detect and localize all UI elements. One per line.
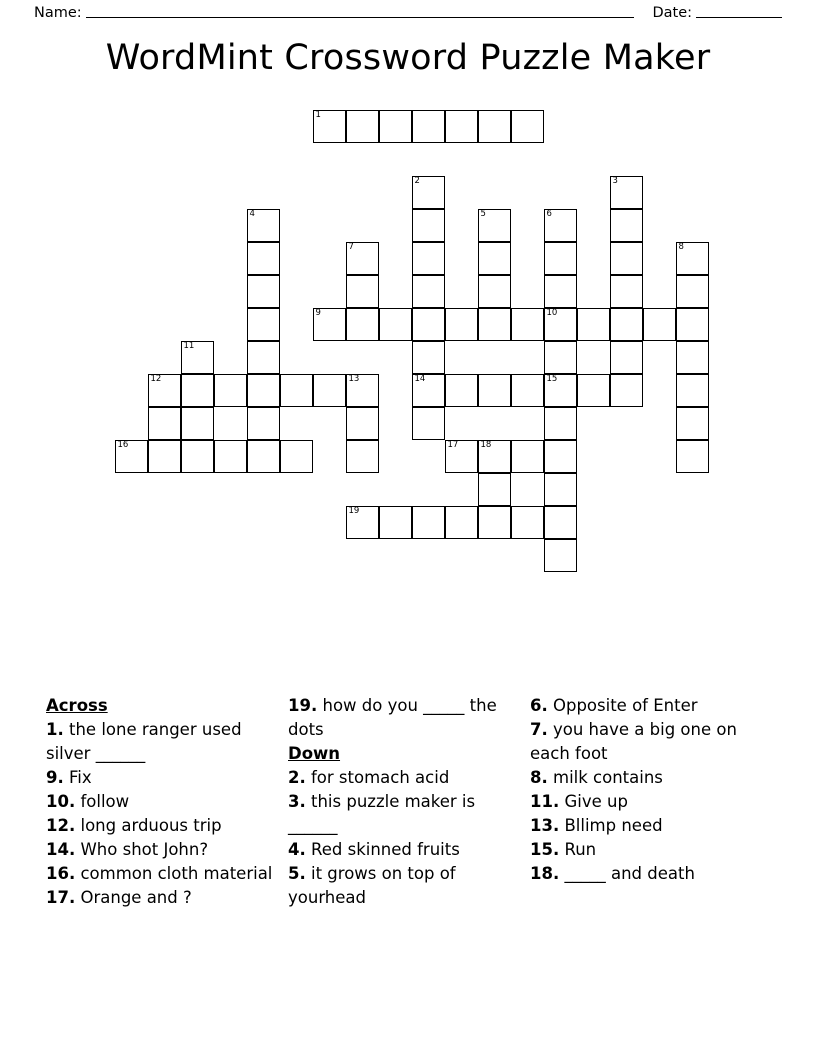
grid-cell[interactable] (676, 374, 709, 407)
clue-number: 13. (530, 816, 560, 835)
clue-number: 6. (530, 696, 548, 715)
clue-number: 11. (530, 792, 560, 811)
clue-number: 14. (46, 840, 76, 859)
clue-number: 7. (530, 720, 548, 739)
grid-cell[interactable] (115, 440, 148, 473)
grid-cell[interactable] (214, 440, 247, 473)
clue-number: 2. (288, 768, 306, 787)
grid-cell[interactable] (610, 341, 643, 374)
clue-down-13 (530, 814, 770, 838)
clue-number: 1. (46, 720, 64, 739)
grid-cell[interactable] (346, 275, 379, 308)
clue-across-1 (46, 718, 276, 766)
grid-cell-number: 18 (480, 440, 492, 450)
grid-cell[interactable] (445, 374, 478, 407)
grid-cell[interactable] (478, 242, 511, 275)
grid-cell[interactable] (247, 341, 280, 374)
grid-cell[interactable] (610, 242, 643, 275)
grid-cell[interactable] (511, 506, 544, 539)
clue-number: 12. (46, 816, 76, 835)
grid-cell[interactable] (181, 374, 214, 407)
grid-cell[interactable] (247, 374, 280, 407)
grid-cell[interactable] (478, 440, 511, 473)
clue-number: 4. (288, 840, 306, 859)
grid-cell[interactable] (346, 440, 379, 473)
clue-down-18 (530, 862, 770, 886)
grid-cell[interactable] (511, 308, 544, 341)
grid-cell[interactable] (544, 407, 577, 440)
grid-cell[interactable] (346, 506, 379, 539)
grid-cell[interactable] (478, 110, 511, 143)
clue-down-11 (530, 790, 770, 814)
clues-section (46, 694, 772, 954)
clue-number: 10. (46, 792, 76, 811)
grid-cell[interactable] (346, 242, 379, 275)
clue-text: _____ and death (564, 864, 695, 883)
grid-cell-number: 12 (150, 374, 162, 384)
name-date-line (34, 0, 782, 26)
grid-cell[interactable] (412, 242, 445, 275)
grid-cell[interactable] (412, 209, 445, 242)
grid-cell[interactable] (544, 506, 577, 539)
grid-cell[interactable] (412, 506, 445, 539)
grid-cell[interactable] (478, 506, 511, 539)
grid-cell[interactable] (247, 242, 280, 275)
grid-cell-number: 2 (414, 176, 420, 186)
grid-cell-number: 7 (348, 242, 354, 252)
clue-text: common cloth material (80, 864, 273, 883)
clue-text: milk contains (553, 768, 663, 787)
grid-cell[interactable] (280, 440, 313, 473)
clue-text: follow (80, 792, 130, 811)
grid-cell[interactable] (412, 275, 445, 308)
grid-cell[interactable] (676, 275, 709, 308)
grid-cell[interactable] (511, 110, 544, 143)
clue-number: 5. (288, 864, 306, 883)
grid-cell[interactable] (247, 308, 280, 341)
grid-cell-number: 11 (183, 341, 195, 351)
grid-cell[interactable] (544, 209, 577, 242)
clue-text: Fix (69, 768, 92, 787)
grid-cell-number: 1 (315, 110, 321, 120)
grid-cell[interactable] (313, 308, 346, 341)
grid-cell[interactable] (379, 110, 412, 143)
grid-cell-number: 19 (348, 506, 360, 516)
clue-down-6 (530, 694, 770, 718)
clue-text: Red skinned fruits (311, 840, 460, 859)
crossword-grid (0, 104, 816, 624)
grid-cell[interactable] (478, 275, 511, 308)
grid-cell[interactable] (643, 308, 676, 341)
grid-cell[interactable] (676, 341, 709, 374)
grid-cell[interactable] (412, 374, 445, 407)
clue-down-7 (530, 718, 770, 766)
clue-text: for stomach acid (311, 768, 450, 787)
grid-cell-number: 14 (414, 374, 426, 384)
clue-across-16 (46, 862, 276, 886)
grid-cell[interactable] (412, 308, 445, 341)
grid-cell[interactable] (412, 407, 445, 440)
grid-cell[interactable] (379, 308, 412, 341)
clue-down-15 (530, 838, 770, 862)
page-title: WordMint Crossword Puzzle Maker (105, 38, 711, 78)
grid-cell[interactable] (346, 374, 379, 407)
grid-cell[interactable] (544, 308, 577, 341)
grid-cell-number: 10 (546, 308, 558, 318)
grid-cell[interactable] (610, 209, 643, 242)
clue-number: 18. (530, 864, 560, 883)
grid-cell[interactable] (412, 341, 445, 374)
grid-cell[interactable] (478, 374, 511, 407)
clue-text: Run (564, 840, 597, 859)
clue-text: Bllimp need (564, 816, 663, 835)
grid-cell-number: 4 (249, 209, 255, 219)
grid-cell-number: 17 (447, 440, 459, 450)
grid-cell[interactable] (247, 407, 280, 440)
grid-cell[interactable] (610, 275, 643, 308)
grid-cell[interactable] (478, 308, 511, 341)
clue-across-14 (46, 838, 276, 862)
grid-cell[interactable] (511, 374, 544, 407)
grid-cell[interactable] (544, 242, 577, 275)
grid-cell-number: 8 (678, 242, 684, 252)
grid-cell[interactable] (445, 308, 478, 341)
grid-cell[interactable] (148, 407, 181, 440)
grid-cell[interactable] (346, 110, 379, 143)
date-label: Date: (652, 5, 692, 21)
clue-across-17 (46, 886, 276, 910)
grid-cell[interactable] (313, 374, 346, 407)
clue-across-10 (46, 790, 276, 814)
across-heading: Across (46, 696, 108, 715)
clue-number: 3. (288, 792, 306, 811)
grid-cell[interactable] (544, 440, 577, 473)
clue-text: Give up (564, 792, 628, 811)
down-heading: Down (288, 744, 341, 763)
grid-cell[interactable] (346, 308, 379, 341)
grid-cell[interactable] (511, 440, 544, 473)
clue-text: the lone ranger used silver ______ (46, 720, 242, 763)
name-label: Name: (34, 5, 82, 21)
clue-number: 17. (46, 888, 76, 907)
grid-cell[interactable] (544, 374, 577, 407)
clue-column-2 (288, 694, 518, 910)
grid-cell[interactable] (544, 275, 577, 308)
clue-number: 19. (288, 696, 318, 715)
grid-cell[interactable] (247, 275, 280, 308)
date-write-line (696, 5, 782, 18)
grid-cell[interactable] (544, 341, 577, 374)
grid-cell[interactable] (346, 407, 379, 440)
clue-column-3 (530, 694, 770, 886)
grid-cell[interactable] (445, 506, 478, 539)
grid-cell[interactable] (577, 308, 610, 341)
clue-down-2 (288, 766, 518, 790)
clue-text: Who shot John? (80, 840, 209, 859)
clue-text: long arduous trip (80, 816, 222, 835)
grid-cell[interactable] (676, 242, 709, 275)
clue-text: how do you _____ the dots (288, 696, 497, 739)
grid-cell[interactable] (676, 308, 709, 341)
grid-cell[interactable] (610, 308, 643, 341)
clue-text: Opposite of Enter (553, 696, 698, 715)
grid-cell[interactable] (379, 506, 412, 539)
grid-cell[interactable] (247, 440, 280, 473)
grid-cell[interactable] (544, 539, 577, 572)
clue-across-19 (288, 694, 518, 742)
clue-down-3 (288, 790, 518, 838)
grid-cell[interactable] (676, 440, 709, 473)
grid-cell[interactable] (478, 473, 511, 506)
grid-cell[interactable] (610, 176, 643, 209)
grid-cell[interactable] (412, 176, 445, 209)
grid-cell[interactable] (181, 341, 214, 374)
grid-cell-number: 6 (546, 209, 552, 219)
name-write-line (86, 5, 635, 18)
grid-cell[interactable] (247, 209, 280, 242)
grid-cell[interactable] (577, 374, 610, 407)
grid-cell[interactable] (445, 110, 478, 143)
grid-cell[interactable] (610, 374, 643, 407)
clue-text: you have a big one on each foot (530, 720, 737, 763)
clue-text: Orange and ? (80, 888, 192, 907)
clue-down-8 (530, 766, 770, 790)
grid-cell-number: 3 (612, 176, 618, 186)
grid-cell[interactable] (181, 440, 214, 473)
clue-across-9 (46, 766, 276, 790)
grid-cell[interactable] (676, 407, 709, 440)
grid-cell[interactable] (181, 407, 214, 440)
grid-cell[interactable] (478, 209, 511, 242)
clue-number: 9. (46, 768, 64, 787)
grid-cell-number: 16 (117, 440, 129, 450)
grid-cell[interactable] (214, 374, 247, 407)
grid-cell[interactable] (148, 374, 181, 407)
clue-number: 16. (46, 864, 76, 883)
grid-cell[interactable] (280, 374, 313, 407)
clue-text: this puzzle maker is ______ (288, 792, 476, 835)
grid-cell-number: 9 (315, 308, 321, 318)
clue-across-12 (46, 814, 276, 838)
grid-cell[interactable] (412, 110, 445, 143)
grid-cell[interactable] (313, 110, 346, 143)
clue-text: it grows on top of yourhead (288, 864, 456, 907)
clue-down-5 (288, 862, 518, 910)
grid-cell[interactable] (544, 473, 577, 506)
clue-number: 15. (530, 840, 560, 859)
grid-cell-number: 15 (546, 374, 558, 384)
clue-column-1 (46, 694, 276, 910)
clue-down-4 (288, 838, 518, 862)
grid-cell-number: 5 (480, 209, 486, 219)
grid-cell[interactable] (445, 440, 478, 473)
grid-cell[interactable] (148, 440, 181, 473)
clue-number: 8. (530, 768, 548, 787)
grid-cell-number: 13 (348, 374, 360, 384)
